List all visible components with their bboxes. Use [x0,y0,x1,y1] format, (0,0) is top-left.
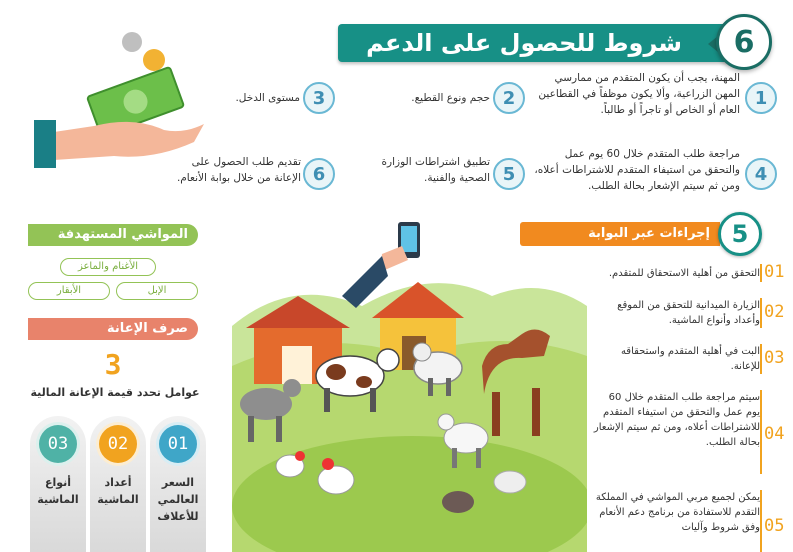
section-header-target-livestock: المواشي المستهدفة [28,224,198,246]
condition-number-6: 6 [303,158,335,190]
condition-text-5: تطبيق اشتراطات الوزارة الصحية والفنية. [381,156,490,184]
factor-count: 3 [104,348,122,381]
factor-label-2: أعداد الماشية [97,476,139,506]
step-text-5: يمكن لجميع مربي المواشي في المملكة التقدم للاستفادة من برنامج دعم الأنعام وفق شروط وآليات [595,492,760,533]
step-divider [760,344,762,374]
factor-label-1: السعر العالمي للأعلاف [157,476,199,523]
step-text-2: الزيارة الميدانية للتحقق من الموقع وأعداد وأنواع الماشية. [617,300,760,326]
tag-camels: الإبل [116,282,198,300]
condition-text-3: مستوى الدخل. [235,92,300,104]
page-title: شروط للحصول على الدعم [366,29,682,57]
step-divider [760,490,762,552]
condition-text-2: حجم ونوع القطيع. [411,92,490,104]
factor-column-1 [150,416,206,552]
tag-sheep-goats: الأغنام والماعز [60,258,156,276]
section-header-conditions [338,24,730,62]
section-header-subsidy: صرف الإعانة [28,318,198,340]
step-text-3: البت في أهلية المتقدم واستحقاقه للإعانة. [620,346,760,372]
factor-number-2: 02 [96,422,140,466]
step-divider [760,390,762,474]
section-header-portal: إجراءات عبر البوابة الإلكترونية [520,222,720,246]
factor-number-3: 03 [36,422,80,466]
portal-number-badge: 5 [718,212,762,256]
condition-number-4: 4 [745,158,777,190]
step-number-1: 01 [764,262,785,282]
condition-text-4: مراجعة طلب المتقدم خلال 60 يوم عمل والتحقق من استيفاء المتقدم للاشتراطات أعلاه، ومن ثم سيتم الإشعار بحالة الطلب. [534,148,740,192]
step-divider [760,298,762,328]
step-number-5: 05 [764,516,785,536]
step-number-2: 02 [764,302,785,322]
condition-text-1: المهنة، يجب أن يكون المتقدم من ممارسي المهن الزراعية، وألا يكون موظفاً في القطاعين العام أو الخاص أو تاجراً أو طالباً. [538,72,740,116]
tag-cattle: الأبقار [28,282,110,300]
section-number-badge: 6 [716,14,772,70]
condition-number-2: 2 [493,82,525,114]
condition-number-5: 5 [493,158,525,190]
factor-column-2 [90,416,146,552]
factor-label-3: أنواع الماشية [37,476,79,506]
factor-number-1: 01 [156,422,200,466]
step-number-3: 03 [764,348,785,368]
farm-illustration [232,216,587,552]
condition-text-6: تقديم طلب الحصول على الإعانة من خلال بوابة الأنعام. [176,156,301,184]
condition-number-3: 3 [303,82,335,114]
step-text-1: التحقق من أهلية الاستحقاق للمتقدم. [608,268,760,279]
step-text-4: سيتم مراجعة طلب المتقدم خلال 60 يوم عمل والتحقق من استيفاء المتقدم للاشتراطات أعلاه، ومن ثم سيتم الإشعار بحالة الطلب. [593,392,760,448]
step-number-4: 04 [764,424,785,444]
money-hand-icon [34,20,214,170]
condition-number-1: 1 [745,82,777,114]
factor-caption: عوامل تحدد قيمة الإعانة المالية [30,386,200,399]
factor-column-3 [30,416,86,552]
step-divider [760,264,762,282]
